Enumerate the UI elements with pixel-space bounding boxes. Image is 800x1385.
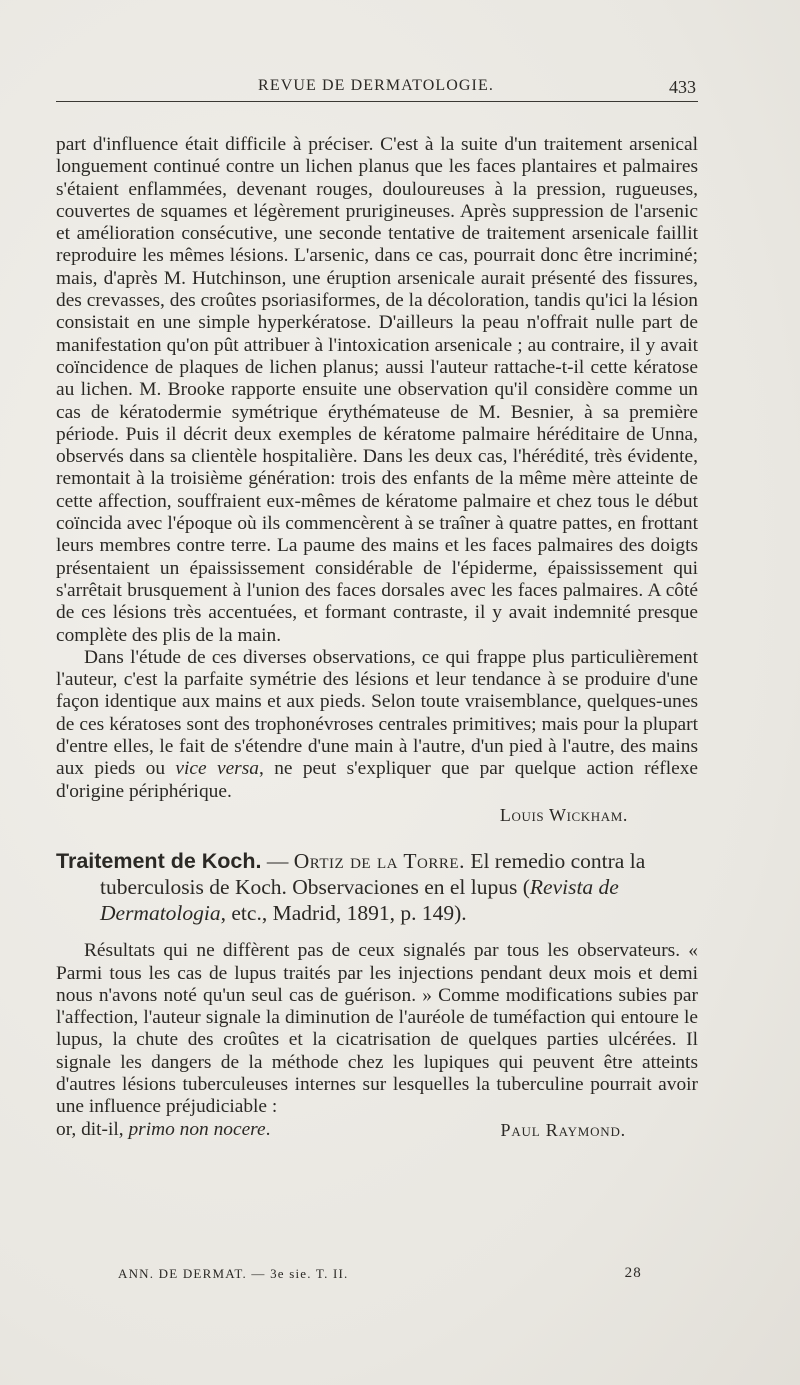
text-body [56,134,698,1141]
section-title-b: , etc., Madrid, 1891, p. 149). [220,901,467,926]
paragraph-3-italic: primo non nocere [128,1118,266,1140]
paragraph-2-end: , ne peut s'expliquer que par quelque action réflexe d'origine périphérique. [56,758,698,802]
signature-raymond: Paul Raymond. [500,1119,626,1140]
paragraph-2 [56,647,698,803]
section-journal: Revista de Dermatologia [100,875,619,926]
paragraph-2-italic: vice versa [175,758,259,780]
section-lead: Traitement de Koch. [56,849,262,874]
paragraph-3: Résultats qui ne diffèrent pas de ceux signalés par tous les observateurs. « Parmi tous les cas de lupus traités par les injections pendant deux mois et demi nous n'avons noté qu'un seul cas de guérison. » Comme modifications subies par l'affection, l'auteur signale la diminution de l'auréole de tuméfaction qui entoure le lupus, la chute des croûtes et la cicatrisation de quelques parties ulcérées. Il signale les dangers de la méthode chez les lupiques qui peuvent être atteints d'autres lésions tuberculeuses internes sur lesquelles la tuberculine pourrait avoir une influence préjudiciable : [56,940,698,1118]
paragraph-1: part d'influence était difficile à préciser. C'est à la suite d'un traitement arsenical longuement continué contre un lichen planus que les faces plantaires et palmaires s'étaient enflammées, devenant rouges, douloureuses à la pression, rugueuses, couvertes de squames et légèrement prurigineuses. Après suppression de l'arsenic et amélioration consécutive, une seconde tentative de traitement arsenicale faillit reproduire les mêmes lésions. L'arsenic, dans ce cas, pourrait donc être incriminé; mais, d'après M. Hutchinson, une éruption arsenicale aurait présenté des fissures, des crevasses, des croûtes psoriasiformes, de la décoloration, tandis qu'ici la lésion consistait en une simple hyperkératose. D'ailleurs la peau n'offrait nulle part de manifestation qu'on pût attribuer à l'intoxication arsenicale ; au contraire, il y avait coïncidence de plaques de lichen planus; aussi l'auteur rattache-t-il cette kératose au lichen. M. Brooke rapporte ensuite une observation qu'il considère comme un cas de kératodermie symétrique érythémateuse de M. Besnier, à sa première période. Puis il décrit deux exemples de kératome palmaire héréditaire de Unna, observés dans sa clientèle hospitalière. Dans les deux cas, l'hérédité, très évidente, remontait à la troisième génération: trois des enfants de la même mère atteinte de cette affection, souffraient eux-mêmes de kératome palmaire et chez tous le début coïncida avec l'époque où ils commencèrent à se traîner à quatre pattes, en frottant leurs membres contre terre. La paume des mains et les faces palmaires des doigts présentaient un épaississement considérable de l'épiderme, épaississement qui s'arrêtait brusquement à l'union des faces dorsales avec les faces palmaires. A côté de ces lésions très accentuées, et formant contraste, il y avait indemnité presque complète des plis de la main. [56,134,698,646]
footer-text: ANN. DE DERMAT. — 3e sie. T. II. [118,1266,349,1281]
signature-mark: 28 [624,1265,642,1281]
paragraph-2-text: Dans l'étude de ces diverses observations, ce qui frappe plus particulièrement l'auteur, c'est la parfaite symétrie des lésions et leur tendance à se produire d'une façon identique aux mains et aux pieds. Selon toute vraisemblance, quelques-unes de ces kératoses sont des trophonévroses centrales primitives; mais pour la plupart d'entre elles, le fait de s'étendre d'une main à l'autre, d'un pied à l'autre, des mains aux pieds ou [56,646,698,780]
section-dash: — [261,849,294,874]
section-heading [56,848,698,926]
page-number: 433 [669,77,696,97]
paragraph-3-last-start: or, dit-il, [56,1118,129,1140]
page-footer [118,1266,648,1282]
running-header [56,77,696,101]
section-author: Ortiz de la Torre. [293,849,465,874]
paragraph-3-last-end: . [265,1118,271,1140]
paragraph-3-last-line [56,1119,698,1141]
header-rule [56,101,698,102]
signature-wickham: Louis Wickham. [499,804,628,825]
section-title-a: El remedio contra la tuberculosis de Koch. Observaciones en el lupus ( [100,849,646,900]
running-title: REVUE DE DERMATOLOGIE. [258,77,494,94]
